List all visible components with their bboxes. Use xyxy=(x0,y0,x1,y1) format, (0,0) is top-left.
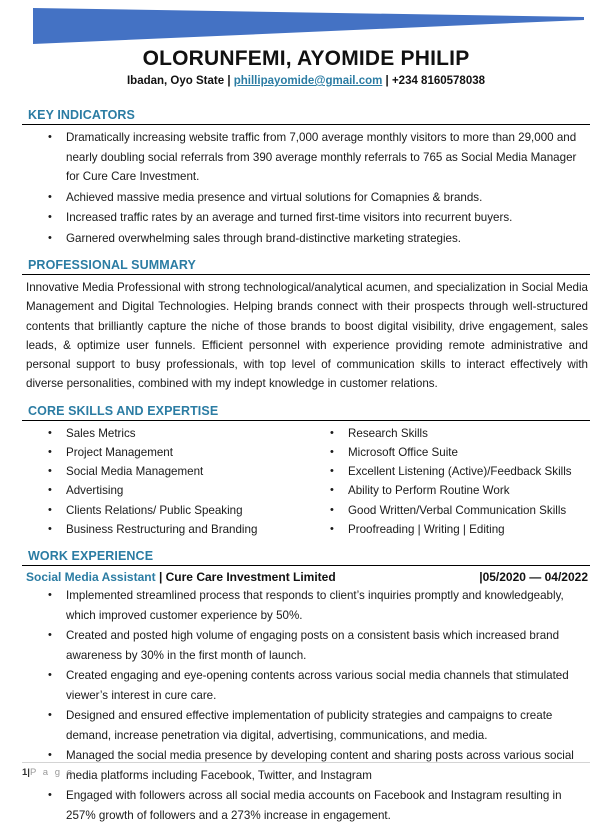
list-item: • Project Management xyxy=(22,443,306,462)
list-item: • Achieved massive media presence and virtual solutions for Comapnies & brands. xyxy=(22,188,590,208)
page-footer xyxy=(22,762,590,778)
work-experience-entry xyxy=(22,569,590,825)
list-item: • Dramatically increasing website traffic from 7,000 average monthly visitors to more than 29,000 and nearly doubling social referrals from 390 average monthly referrals to 765 as Social Media Manager for Cure Care Investment. xyxy=(22,128,590,187)
contact-separator-1: | xyxy=(224,75,234,87)
list-item: • Clients Relations/ Public Speaking xyxy=(22,501,306,520)
contact-phone: +234 8160578038 xyxy=(391,75,486,87)
list-item: • Increased traffic rates by an average and turned first-time visitors into recurrent buyers. xyxy=(22,208,590,228)
footer-page-label: P a g e xyxy=(29,767,74,778)
list-item: • Social Media Management xyxy=(22,462,306,481)
job-dates: |05/2020 — 04/2022 xyxy=(479,570,588,584)
job-title-company xyxy=(26,569,336,586)
list-item: • Managed the social media presence by developing content and sharing posts across various social media platforms including Facebook, Twitter, and Instagram xyxy=(22,746,590,785)
list-item: • Sales Metrics xyxy=(22,424,306,443)
list-item: • Engaged with followers across all social media accounts on Facebook and Instagram resulting in 257% growth of followers and a 273% increase in engagement. xyxy=(22,786,590,825)
contact-separator-2: | xyxy=(382,75,392,87)
section-rule xyxy=(22,565,590,566)
identity-block xyxy=(0,46,612,89)
professional-summary-text: Innovative Media Professional with strong technological/analytical acumen, and specialization in Social Media Management and Digital Technologies. Helping brands connect with their prospects through well-structured contents that brilliantly capture the niche of those brands to boost digital visibility, drive engagement, sales leads, & optimize user funnels. Efficient personnel with experience providing remote administrative and personal support to busy professionals, with top level of communication skills to interact effectively with diverse personalities, combined with my indept knowledge in customer relations. xyxy=(26,281,588,391)
section-rule xyxy=(22,274,590,275)
section-professional-summary xyxy=(22,258,590,394)
contact-line xyxy=(0,74,612,89)
section-core-skills xyxy=(22,404,590,539)
list-item: • Implemented streamlined process that responds to client’s inquiries promptly and knowledgeably, which improved customer experience by 50%. xyxy=(22,586,590,625)
list-item: • Advertising xyxy=(22,481,306,500)
core-skills-left-list xyxy=(22,424,306,539)
footer-page-number: 1 xyxy=(22,767,28,778)
section-work-experience xyxy=(22,549,590,825)
page-title: OLORUNFEMI, AYOMIDE PHILIP xyxy=(142,47,470,70)
core-skills-columns xyxy=(22,424,590,539)
section-rule xyxy=(22,420,590,421)
section-key-indicators xyxy=(22,108,590,248)
job-header-row xyxy=(22,569,590,586)
list-item: • Garnered overwhelming sales through brand-distinctive marketing strategies. xyxy=(22,229,590,249)
job-responsibilities-list xyxy=(22,586,590,825)
section-heading-core-skills: CORE SKILLS AND EXPERTISE xyxy=(28,403,219,418)
contact-location: Ibadan, Oyo State xyxy=(126,75,225,87)
job-title: Social Media Assistant xyxy=(26,570,156,584)
job-separator: | xyxy=(155,570,166,584)
section-rule xyxy=(22,124,590,125)
list-item: • Research Skills xyxy=(306,424,590,443)
header-banner-decoration xyxy=(0,0,612,52)
core-skills-right-column xyxy=(306,424,590,539)
list-item: • Proofreading | Writing | Editing xyxy=(306,520,590,539)
section-heading-work-experience: WORK EXPERIENCE xyxy=(28,549,154,563)
job-company: Cure Care Investment Limited xyxy=(165,570,336,584)
list-item: • Business Restructuring and Branding xyxy=(22,520,306,539)
resume-body xyxy=(0,108,612,831)
core-skills-right-list xyxy=(306,424,590,539)
list-item: • Microsoft Office Suite xyxy=(306,443,590,462)
key-indicators-list xyxy=(22,128,590,248)
list-item: • Created and posted high volume of engaging posts on a consistent basis which increased brand awareness by 30% in the first month of launch. xyxy=(22,626,590,665)
list-item: • Created engaging and eye-opening contents across various social media channels that stimulated viewer’s interest in cure care. xyxy=(22,666,590,705)
contact-email-link[interactable]: phillipayomide@gmail.com xyxy=(233,75,383,87)
core-skills-left-column xyxy=(22,424,306,539)
section-heading-professional-summary: PROFESSIONAL SUMMARY xyxy=(28,258,196,272)
list-item: • Excellent Listening (Active)/Feedback Skills xyxy=(306,462,590,481)
banner-wedge-shape xyxy=(33,8,584,44)
footer-bar: | xyxy=(27,767,30,778)
list-item: • Good Written/Verbal Communication Skills xyxy=(306,501,590,520)
list-item: • Designed and ensured effective implementation of publicity strategies and campaigns to create demand, increase penetration via digital, advertising, communications, and media. xyxy=(22,706,590,745)
list-item: • Ability to Perform Routine Work xyxy=(306,481,590,500)
section-heading-key-indicators: KEY INDICATORS xyxy=(28,108,135,122)
